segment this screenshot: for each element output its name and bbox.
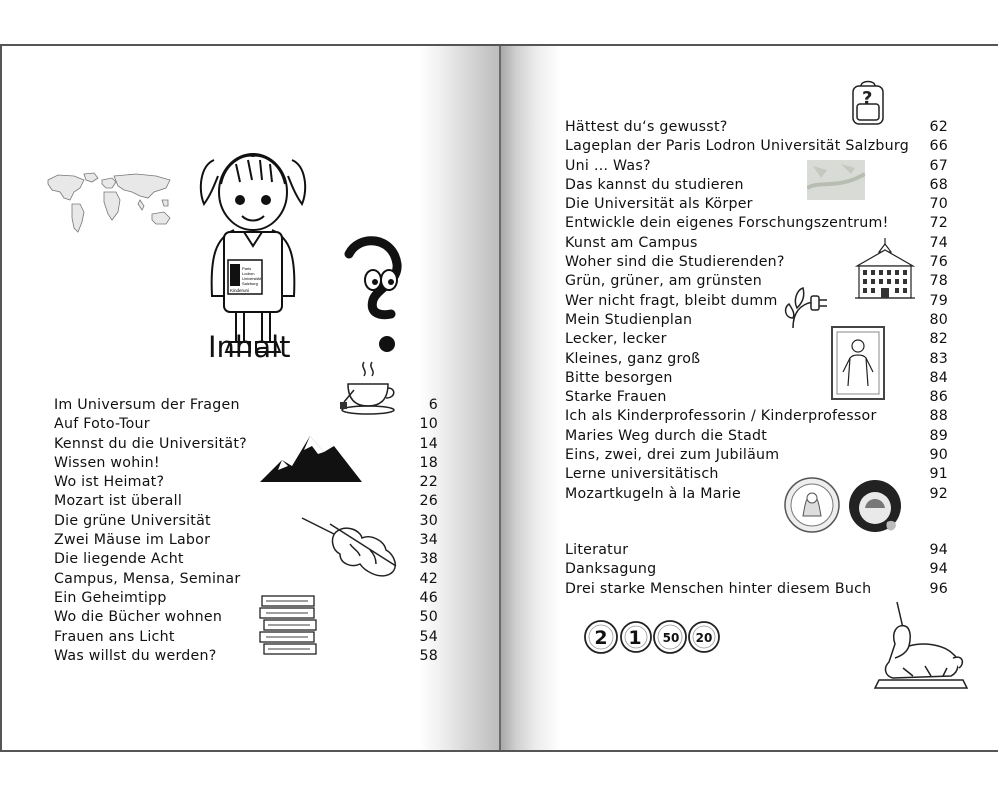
toc-entry[interactable] [54,415,438,434]
toc-entry-page: 10 [419,416,438,433]
toc-entry[interactable] [565,195,948,214]
toc-entry-page: 83 [929,350,948,367]
toc-entry-title: Starke Frauen [565,389,667,406]
toc-entry[interactable] [54,473,438,492]
toc-entry-title: Lageplan der Paris Lodron Universität Salzburg [565,138,909,155]
coin-label: 20 [695,631,713,645]
toc-entry[interactable] [54,531,438,550]
toc-entry-page: 14 [419,435,438,452]
toc-entry-page: 26 [419,493,438,510]
toc-entry-page: 6 [428,397,438,413]
toc-entry-title: Literatur [565,542,629,558]
toc-entry-page: 80 [929,311,948,328]
left-page [2,46,499,750]
toc-entry-title: Mein Studienplan [565,311,693,328]
toc-entry-title: Kunst am Campus [565,234,698,251]
toc-entry[interactable] [54,589,438,608]
toc-entry-title: Bitte besorgen [565,369,673,386]
toc-entry[interactable] [54,492,438,511]
euro-coins-illustration [583,618,725,656]
open-book [0,44,998,752]
right-page [501,46,998,750]
question-mark-illustration [337,234,407,356]
toc-entry[interactable] [565,311,948,330]
unicorn-illustration [873,598,969,692]
toc-entry-title: Wo ist Heimat? [54,474,165,491]
toc-entry-page: 96 [929,580,948,597]
toc-entry-page: 70 [929,196,948,213]
toc-entry-title: Entwickle dein eigenes Forschungszentrum! [565,215,889,232]
toc-entry-page: 76 [929,254,948,271]
toc-entry[interactable] [565,388,948,407]
toc-entry-title: Die grüne Universität [54,512,211,529]
toc-entry-page: 72 [929,215,948,232]
toc-entry-title: Hättest du‘s gewusst? [565,119,728,135]
toc-entry[interactable] [565,118,948,137]
coin-label: 1 [628,627,642,649]
toc-entry[interactable] [565,253,948,272]
toc-entry-title: Ich als Kinderprofessorin / Kinderprofessor [565,408,877,425]
toc-entry-title: Wo die Bücher wohnen [54,609,223,626]
toc-entry-page: 67 [929,157,948,174]
toc-entry-title: Campus, Mensa, Seminar [54,570,241,587]
toc-entry[interactable] [54,396,438,415]
toc-entry[interactable] [565,580,948,599]
toc-entry[interactable] [565,292,948,311]
toc-entry-page: 50 [419,609,438,626]
toc-entry-title: Grün, grüner, am grünsten [565,273,763,290]
toc-entry[interactable] [565,485,948,504]
world-map-illustration [44,170,179,240]
toc-entry[interactable] [565,541,948,560]
toc-entry-title: Drei starke Menschen hinter diesem Buch [565,580,872,597]
toc-entry-page: 92 [929,485,948,502]
toc-entry[interactable] [54,628,438,647]
toc-entry[interactable] [565,214,948,233]
toc-entry-title: Lerne universitätisch [565,466,719,483]
toc-entry-page: 38 [419,551,438,568]
toc-entry-title: Kennst du die Universität? [54,435,247,452]
toc-entry[interactable] [565,407,948,426]
toc-entry-page: 94 [929,561,948,578]
toc-entry-title: Die liegende Acht [54,551,184,568]
toc-entry-title: Die Universität als Körper [565,196,753,213]
toc-entry[interactable] [565,446,948,465]
toc-entry[interactable] [54,608,438,627]
toc-appendix-list [565,541,948,599]
toc-left-list [54,396,438,666]
toc-entry-title: Uni … Was? [565,157,651,174]
toc-entry-title: Ein Geheimtipp [54,589,167,606]
toc-entry-page: 84 [929,369,948,386]
toc-entry-title: Zwei Mäuse im Labor [54,532,211,549]
toc-entry[interactable] [565,369,948,388]
badge-text-3: Universität [242,276,261,281]
toc-entry[interactable] [54,454,438,473]
toc-entry-title: Lecker, lecker [565,331,667,348]
toc-entry-page: 68 [929,176,948,193]
toc-entry[interactable] [565,234,948,253]
toc-entry-page: 89 [929,427,948,444]
toc-entry-title: Auf Foto-Tour [54,416,150,433]
toc-entry[interactable] [565,560,948,579]
toc-entry-page: 66 [929,138,948,155]
toc-entry-page: 88 [929,408,948,425]
toc-entry-title: Das kannst du studieren [565,176,744,193]
toc-entry-title: Wer nicht fragt, bleibt dumm [565,292,778,309]
toc-entry-title: Was willst du werden? [54,647,217,664]
toc-entry-title: Maries Weg durch die Stadt [565,427,768,444]
toc-entry-page: 91 [929,466,948,483]
toc-entry-page: 54 [419,628,438,645]
badge-text-5: Kinderuni [230,288,250,293]
toc-entry[interactable] [565,427,948,446]
toc-entry[interactable] [54,647,438,666]
toc-entry-title: Danksagung [565,561,657,578]
toc-entry[interactable] [54,512,438,531]
coin-label: 2 [594,627,608,649]
toc-entry[interactable] [54,550,438,569]
toc-entry-title: Mozart ist überall [54,493,183,510]
toc-entry-page: 78 [929,273,948,290]
toc-entry-page: 18 [419,454,438,471]
toc-entry-page: 82 [929,331,948,348]
badge-text-2: Lodron [242,271,255,276]
toc-entry[interactable] [565,330,948,349]
toc-entry-page: 58 [419,647,438,664]
coin-label: 50 [662,631,680,645]
toc-entry-page: 90 [929,447,948,464]
toc-entry-title: Frauen ans Licht [54,628,175,645]
badge-text-4: Salzburg [242,281,258,286]
toc-entry-title: Mozartkugeln à la Marie [565,485,741,502]
toc-entry-page: 86 [929,389,948,406]
toc-entry-page: 94 [929,542,948,558]
toc-entry-page: 42 [419,570,438,587]
toc-right-list [565,118,948,504]
toc-entry-title: Wissen wohin! [54,454,160,471]
toc-entry[interactable] [565,157,948,176]
toc-entry[interactable] [54,570,438,589]
toc-entry[interactable] [54,435,438,454]
toc-entry-title: Eins, zwei, drei zum Jubiläum [565,447,780,464]
toc-entry-page: 22 [419,474,438,491]
toc-entry-page: 34 [419,532,438,549]
toc-entry-title: Kleines, ganz groß [565,350,701,367]
toc-entry[interactable] [565,272,948,291]
toc-entry-title: Woher sind die Studierenden? [565,254,785,271]
toc-entry-page: 74 [929,234,948,251]
page-title: Inhalt [208,330,291,364]
toc-entry-page: 46 [419,589,438,606]
toc-entry[interactable] [565,465,948,484]
svg-text:?: ? [862,88,873,109]
toc-entry-page: 62 [929,119,948,135]
toc-entry[interactable] [565,350,948,369]
toc-entry[interactable] [565,137,948,156]
toc-entry[interactable] [565,176,948,195]
badge-text-1: Paris [242,266,252,271]
toc-entry-page: 79 [929,292,948,309]
toc-entry-title: Im Universum der Fragen [54,397,240,413]
toc-entry-page: 30 [419,512,438,529]
